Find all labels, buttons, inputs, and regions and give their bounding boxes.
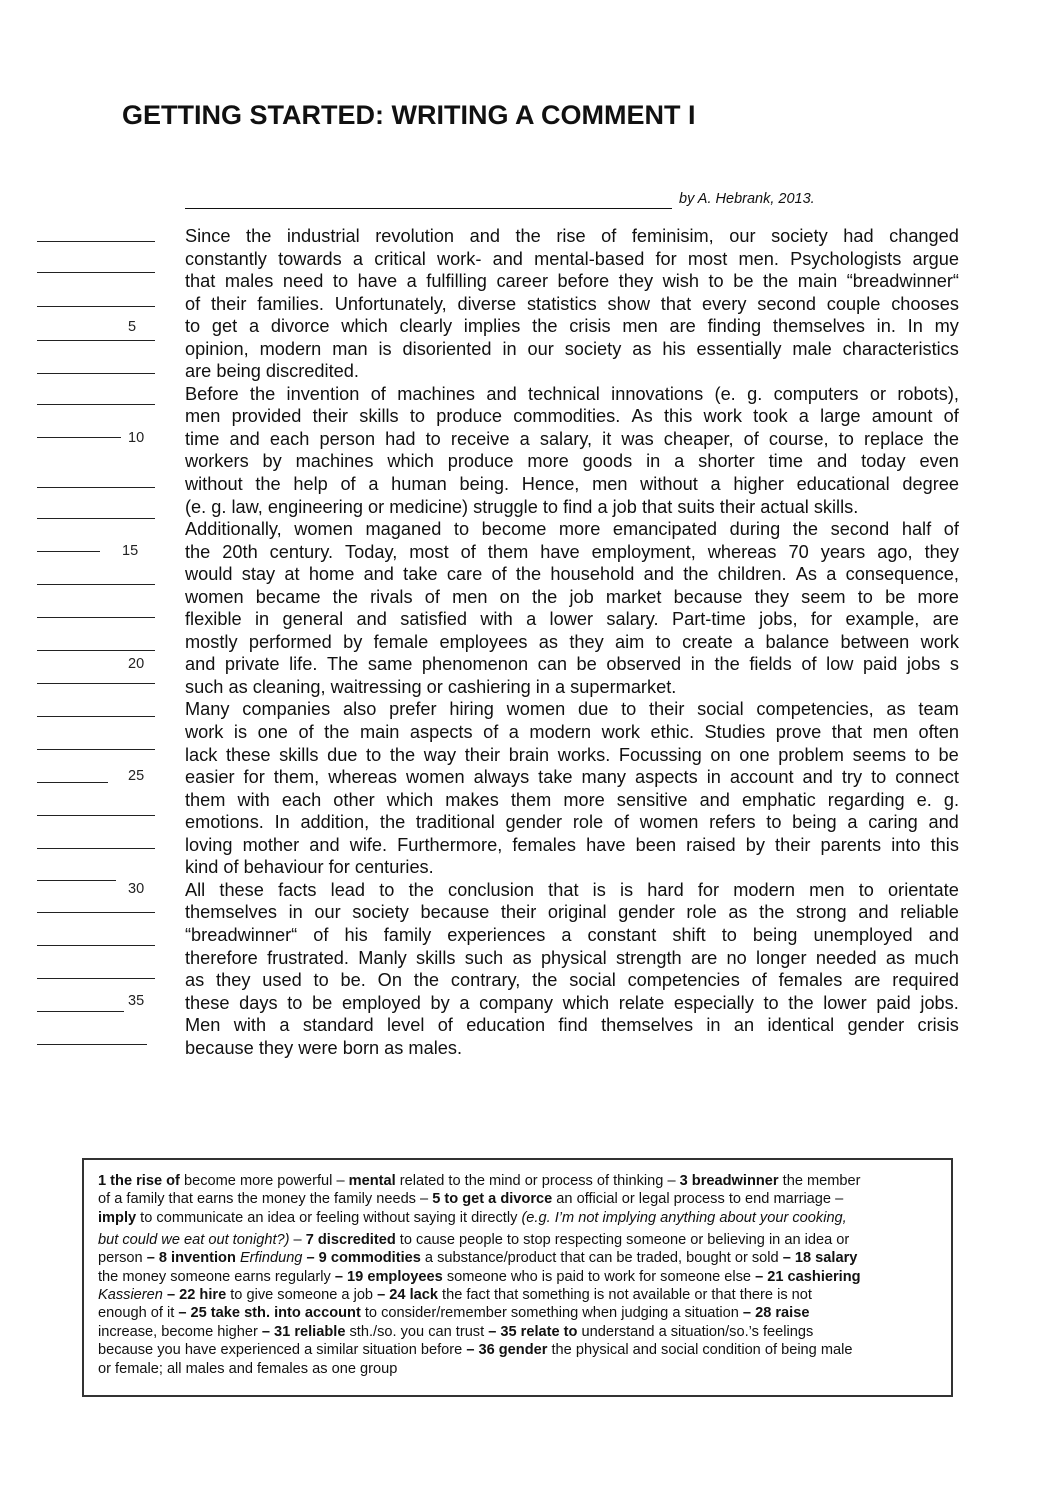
margin-answer-line[interactable] <box>37 1044 147 1045</box>
margin-answer-line[interactable] <box>37 1011 124 1012</box>
text-line: mostly performed by female employees as they aim to create a balance between work <box>185 631 959 652</box>
text-line: themselves in our society because their original gender role as the strong and reliable <box>185 902 959 923</box>
text-line: without the help of a human being. Hence, men without a higher educational degree <box>185 474 959 495</box>
glossary-term: 1 the rise of <box>98 1173 180 1189</box>
glossary-definition: person <box>98 1250 147 1267</box>
text-line: such as cleaning, waitressing or cashiering in a supermarket. <box>185 676 677 697</box>
glossary-definition: to communicate an idea or feeling without saying it directly <box>136 1209 522 1226</box>
glossary-definition: the member <box>778 1173 861 1189</box>
glossary-term: – 18 salary <box>782 1250 858 1267</box>
margin-answer-line[interactable] <box>37 716 155 717</box>
glossary-term: – 31 reliable <box>261 1323 346 1340</box>
text-line: as they used to be. On the contrary, the social competencies of females are required <box>185 970 959 991</box>
line-number: 5 <box>128 319 137 335</box>
glossary-term: imply <box>98 1209 137 1226</box>
glossary-definition: become more powerful – <box>179 1173 349 1189</box>
glossary-line <box>98 1341 948 1359</box>
margin-answer-line[interactable] <box>37 518 155 519</box>
glossary-term: – 28 raise <box>742 1305 810 1322</box>
glossary-term: 5 to get a divorce <box>432 1191 553 1208</box>
margin-answer-column <box>0 0 170 1100</box>
glossary-line <box>98 1172 948 1190</box>
margin-answer-line[interactable] <box>37 306 155 307</box>
glossary-definition: Erfindung <box>239 1250 303 1267</box>
glossary-line <box>98 1360 948 1378</box>
glossary-line <box>98 1231 948 1249</box>
text-line: Before the invention of machines and technical innovations (e. g. computers or robots), <box>185 383 959 404</box>
glossary-definition: because you have experienced a similar situation before <box>98 1342 467 1359</box>
text-line: Men with a standard level of education find themselves in an identical gender crisis <box>185 1015 959 1036</box>
line-number: 10 <box>128 430 145 446</box>
text-line: lack these skills due to the way their brain works. Focussing on one problem seems to be <box>185 744 959 765</box>
margin-answer-line[interactable] <box>37 373 155 374</box>
text-line: work is one of the main aspects of a modern work ethic. Studies prove that men often <box>185 722 959 743</box>
margin-answer-line[interactable] <box>37 848 155 849</box>
line-number: 20 <box>128 656 145 672</box>
glossary-definition: to cause people to stop respecting someone or believing in an idea or <box>395 1231 850 1248</box>
text-line: therefore frustrated. Manly skills such as physical strength are no longer needed as much <box>185 947 959 968</box>
margin-answer-line[interactable] <box>37 272 155 273</box>
byline: by A. Hebrank, 2013. <box>679 191 815 207</box>
glossary-term: – 24 lack <box>377 1286 438 1303</box>
margin-answer-line[interactable] <box>37 945 155 946</box>
glossary-line <box>98 1249 948 1267</box>
glossary-definition: of a family that earns the money the family needs – <box>98 1191 433 1208</box>
glossary-definition: increase, become higher <box>98 1323 262 1340</box>
glossary-term: 7 discredited <box>305 1231 396 1248</box>
glossary-term: – 8 invention <box>146 1250 236 1267</box>
glossary-term: – 35 relate to <box>488 1323 578 1340</box>
text-line: them with each other which makes them more sensitive and emphatic regarding e. g. <box>185 789 959 810</box>
glossary-definition: Kassieren <box>98 1286 163 1303</box>
text-line: men provided their skills to produce commodities. As this work took a large amount of <box>185 406 959 427</box>
glossary-definition: to give someone a job <box>226 1286 378 1303</box>
margin-answer-line[interactable] <box>37 880 116 881</box>
line-number: 25 <box>128 768 145 784</box>
text-line: the 20th century. Today, most of them have employment, whereas 70 years ago, they <box>185 541 959 562</box>
text-line: because they were born as males. <box>185 1037 463 1058</box>
margin-answer-line[interactable] <box>37 912 155 913</box>
glossary-definition: a substance/product that can be traded, bought or sold <box>420 1250 783 1267</box>
title-answer-line <box>185 208 672 209</box>
glossary-line <box>98 1323 948 1341</box>
text-line: would stay at home and take care of the household and the children. As a consequence, <box>185 564 959 585</box>
glossary-term: – 19 employees <box>334 1268 443 1285</box>
margin-answer-line[interactable] <box>37 978 155 979</box>
glossary-definition: or female; all males and females as one group <box>98 1360 398 1377</box>
glossary-line <box>98 1304 948 1322</box>
glossary-definition: an official or legal process to end marriage – <box>552 1191 844 1208</box>
glossary-definition: the fact that something is not available or that there is not <box>437 1286 812 1303</box>
article-body <box>185 225 959 1059</box>
text-line: Since the industrial revolution and the rise of feminisim, our society had changed <box>185 226 959 246</box>
line-number: 35 <box>128 993 145 1009</box>
glossary-definition: enough of it <box>98 1305 179 1322</box>
margin-answer-line[interactable] <box>37 749 155 750</box>
line-number: 15 <box>122 543 139 559</box>
text-line: All these facts lead to the conclusion that is is hard for modern men to orientate <box>185 879 959 900</box>
text-line: women became the rivals of men on the job market because they seem to be more <box>185 586 959 607</box>
glossary-term: 3 breadwinner <box>679 1173 779 1189</box>
glossary-definition: sth./so. you can trust <box>345 1323 489 1340</box>
glossary-term: – 21 cashiering <box>755 1268 861 1285</box>
glossary-box <box>82 1158 953 1397</box>
glossary-line <box>98 1268 948 1286</box>
text-line: these days to be employed by a company which relate especially to the lower paid jobs. <box>185 992 959 1013</box>
glossary-term: – 36 gender <box>466 1342 548 1359</box>
margin-answer-line[interactable] <box>37 782 108 783</box>
margin-answer-line[interactable] <box>37 617 155 618</box>
glossary-definition: someone who is paid to work for someone else <box>442 1268 756 1285</box>
margin-answer-line[interactable] <box>37 584 155 585</box>
glossary-line <box>98 1190 948 1208</box>
glossary-text <box>98 1172 948 1378</box>
glossary-definition: the physical and social condition of being male <box>547 1342 853 1359</box>
text-line: loving mother and wife. Furthermore, females have been raised by their parents into this <box>185 834 959 855</box>
glossary-definition: related to the mind or process of thinking – <box>395 1173 680 1189</box>
margin-answer-line[interactable] <box>37 404 155 405</box>
glossary-definition: – <box>289 1231 306 1248</box>
glossary-definition: understand a situation/so.’s feelings <box>577 1323 814 1340</box>
text-line: opinion, modern man is disoriented in our society as his essentially male characteristics <box>185 338 959 359</box>
glossary-definition: but could we eat out tonight?) <box>98 1231 290 1248</box>
text-line: “breadwinner“ of his family experiences a constant shift to being unemployed and <box>185 924 959 945</box>
line-number: 30 <box>128 881 145 897</box>
text-line: time and each person had to receive a salary, it was cheaper, of course, to replace the <box>185 428 959 449</box>
text-line: constantly towards a critical work- and mental-based for most men. Psychologists argue <box>185 248 959 269</box>
margin-answer-line[interactable] <box>37 241 155 242</box>
margin-answer-line[interactable] <box>37 650 155 651</box>
text-line: kind of behaviour for centuries. <box>185 857 434 878</box>
text-line: to get a divorce which clearly implies the crisis men are finding themselves in. In my <box>185 316 959 337</box>
text-line: and private life. The same phenomenon can be observed in the fields of low paid jobs s <box>185 654 959 675</box>
text-line: are being discredited. <box>185 361 359 382</box>
glossary-term: mental <box>348 1173 396 1189</box>
glossary-line <box>98 1209 948 1231</box>
text-line: flexible in general and satisfied with a lower salary. Part-time jobs, for example, are <box>185 609 959 630</box>
glossary-line <box>98 1286 948 1304</box>
margin-answer-line[interactable] <box>37 340 155 341</box>
text-line: that males need to have a fulfilling career before they wish to be the main “breadwinner“ <box>185 271 959 292</box>
glossary-term: – 22 hire <box>166 1286 227 1303</box>
margin-answer-line[interactable] <box>37 683 155 684</box>
glossary-term: – 25 take sth. into account <box>178 1305 361 1322</box>
glossary-definition: the money someone earns regularly <box>98 1268 335 1285</box>
glossary-definition: (e.g. I’m not implying anything about your cooking, <box>521 1209 847 1226</box>
glossary-term: – 9 commodities <box>306 1250 421 1267</box>
margin-answer-line[interactable] <box>37 551 100 552</box>
page-title: GETTING STARTED: WRITING A COMMENT I <box>122 100 696 130</box>
text-line: Many companies also prefer hiring women due to their social competencies, as team <box>185 699 959 720</box>
text-line: Additionally, women maganed to become more emancipated during the second half of <box>185 519 959 540</box>
glossary-definition: to consider/remember something when judging a situation <box>360 1305 743 1322</box>
text-line: workers by machines which produce more goods in a shorter time and today even <box>185 451 959 472</box>
text-line: emotions. In addition, the traditional gender role of women refers to being a caring and <box>185 812 959 833</box>
margin-answer-line[interactable] <box>37 487 155 488</box>
margin-answer-line[interactable] <box>37 815 155 816</box>
text-line: easier for them, whereas women always take many aspects in account and try to connect <box>185 767 959 788</box>
text-line: of their families. Unfortunately, diverse statistics show that every second couple chooses <box>185 293 959 314</box>
margin-answer-line[interactable] <box>37 437 121 438</box>
text-line: (e. g. law, engineering or medicine) struggle to find a job that suits their actual skills. <box>185 496 859 517</box>
